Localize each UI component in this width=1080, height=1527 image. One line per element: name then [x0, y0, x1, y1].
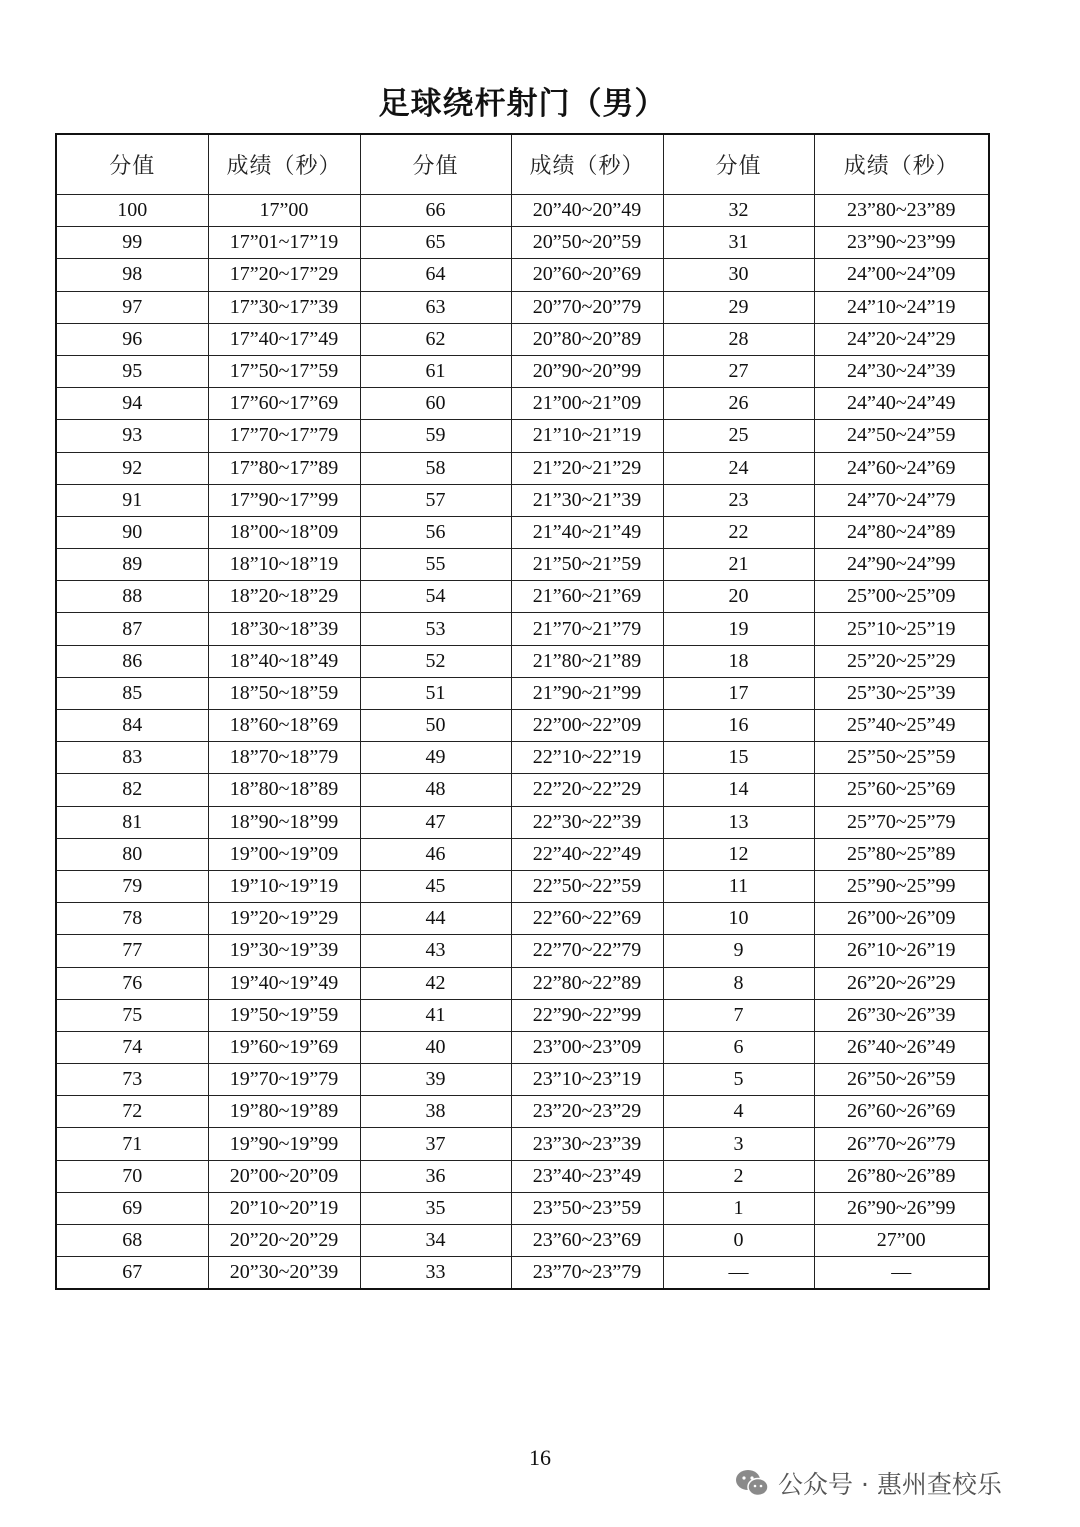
- table-row: [56, 291, 989, 323]
- time-cell: 25”10~25”19: [814, 613, 989, 645]
- time-cell: 22”80~22”89: [511, 967, 663, 999]
- score-cell: 38: [360, 1096, 511, 1128]
- time-cell: 21”70~21”79: [511, 613, 663, 645]
- score-cell: 79: [56, 870, 208, 902]
- score-cell: 10: [663, 903, 814, 935]
- score-cell: 3: [663, 1128, 814, 1160]
- score-cell: 83: [56, 742, 208, 774]
- score-table: [55, 133, 990, 1290]
- time-cell: 27”00: [814, 1225, 989, 1257]
- time-cell: 18”60~18”69: [208, 710, 360, 742]
- score-cell: —: [663, 1257, 814, 1290]
- time-cell: 18”80~18”89: [208, 774, 360, 806]
- time-cell: 21”50~21”59: [511, 549, 663, 581]
- score-cell: 7: [663, 999, 814, 1031]
- score-cell: 93: [56, 420, 208, 452]
- table-row: [56, 259, 989, 291]
- time-cell: 19”30~19”39: [208, 935, 360, 967]
- time-cell: 20”50~20”59: [511, 227, 663, 259]
- score-cell: 51: [360, 677, 511, 709]
- time-cell: 18”70~18”79: [208, 742, 360, 774]
- table-row: [56, 935, 989, 967]
- score-cell: 90: [56, 516, 208, 548]
- score-cell: 41: [360, 999, 511, 1031]
- time-cell: 20”80~20”89: [511, 323, 663, 355]
- time-cell: 25”80~25”89: [814, 838, 989, 870]
- time-cell: 18”40~18”49: [208, 645, 360, 677]
- header-time-3: 成绩（秒）: [814, 134, 989, 195]
- time-cell: 20”00~20”09: [208, 1160, 360, 1192]
- time-cell: 25”30~25”39: [814, 677, 989, 709]
- table-row: [56, 1031, 989, 1063]
- score-cell: 28: [663, 323, 814, 355]
- table-row: [56, 195, 989, 227]
- time-cell: 21”40~21”49: [511, 516, 663, 548]
- score-cell: 91: [56, 484, 208, 516]
- time-cell: 22”20~22”29: [511, 774, 663, 806]
- time-cell: 26”30~26”39: [814, 999, 989, 1031]
- table-body: [56, 195, 989, 1290]
- time-cell: 18”50~18”59: [208, 677, 360, 709]
- time-cell: 24”40~24”49: [814, 388, 989, 420]
- score-cell: 12: [663, 838, 814, 870]
- time-cell: 18”30~18”39: [208, 613, 360, 645]
- score-cell: 9: [663, 935, 814, 967]
- table-row: [56, 613, 989, 645]
- table-row: [56, 677, 989, 709]
- score-cell: 84: [56, 710, 208, 742]
- table-row: [56, 549, 989, 581]
- score-cell: 77: [56, 935, 208, 967]
- time-cell: 24”30~24”39: [814, 355, 989, 387]
- table-row: [56, 967, 989, 999]
- time-cell: 18”10~18”19: [208, 549, 360, 581]
- time-cell: 18”90~18”99: [208, 806, 360, 838]
- time-cell: 26”20~26”29: [814, 967, 989, 999]
- table-row: [56, 1128, 989, 1160]
- time-cell: 25”70~25”79: [814, 806, 989, 838]
- time-cell: 19”90~19”99: [208, 1128, 360, 1160]
- time-cell: 23”40~23”49: [511, 1160, 663, 1192]
- time-cell: 24”00~24”09: [814, 259, 989, 291]
- score-cell: 88: [56, 581, 208, 613]
- score-cell: 46: [360, 838, 511, 870]
- score-cell: 16: [663, 710, 814, 742]
- score-cell: 45: [360, 870, 511, 902]
- score-cell: 87: [56, 613, 208, 645]
- score-cell: 86: [56, 645, 208, 677]
- score-cell: 25: [663, 420, 814, 452]
- table-header-row: [56, 134, 989, 195]
- time-cell: 26”10~26”19: [814, 935, 989, 967]
- time-cell: —: [814, 1257, 989, 1290]
- time-cell: 22”90~22”99: [511, 999, 663, 1031]
- time-cell: 21”30~21”39: [511, 484, 663, 516]
- score-cell: 8: [663, 967, 814, 999]
- score-cell: 63: [360, 291, 511, 323]
- score-cell: 74: [56, 1031, 208, 1063]
- time-cell: 22”40~22”49: [511, 838, 663, 870]
- time-cell: 25”90~25”99: [814, 870, 989, 902]
- score-cell: 70: [56, 1160, 208, 1192]
- score-cell: 96: [56, 323, 208, 355]
- score-cell: 0: [663, 1225, 814, 1257]
- score-cell: 55: [360, 549, 511, 581]
- time-cell: 20”20~20”29: [208, 1225, 360, 1257]
- score-cell: 54: [360, 581, 511, 613]
- time-cell: 21”90~21”99: [511, 677, 663, 709]
- time-cell: 23”20~23”29: [511, 1096, 663, 1128]
- time-cell: 17”30~17”39: [208, 291, 360, 323]
- score-cell: 71: [56, 1128, 208, 1160]
- score-cell: 22: [663, 516, 814, 548]
- score-cell: 56: [360, 516, 511, 548]
- time-cell: 22”50~22”59: [511, 870, 663, 902]
- time-cell: 24”20~24”29: [814, 323, 989, 355]
- score-cell: 50: [360, 710, 511, 742]
- score-cell: 43: [360, 935, 511, 967]
- score-cell: 23: [663, 484, 814, 516]
- time-cell: 21”10~21”19: [511, 420, 663, 452]
- score-cell: 47: [360, 806, 511, 838]
- time-cell: 19”80~19”89: [208, 1096, 360, 1128]
- time-cell: 19”70~19”79: [208, 1064, 360, 1096]
- time-cell: 21”00~21”09: [511, 388, 663, 420]
- time-cell: 23”00~23”09: [511, 1031, 663, 1063]
- score-cell: 65: [360, 227, 511, 259]
- table-row: [56, 516, 989, 548]
- table-row: [56, 742, 989, 774]
- score-cell: 66: [360, 195, 511, 227]
- time-cell: 24”50~24”59: [814, 420, 989, 452]
- time-cell: 17”00: [208, 195, 360, 227]
- score-cell: 61: [360, 355, 511, 387]
- time-cell: 26”90~26”99: [814, 1192, 989, 1224]
- score-cell: 80: [56, 838, 208, 870]
- score-cell: 99: [56, 227, 208, 259]
- page-number: 16: [529, 1445, 551, 1470]
- score-cell: 62: [360, 323, 511, 355]
- score-cell: 98: [56, 259, 208, 291]
- time-cell: 25”00~25”09: [814, 581, 989, 613]
- wechat-icon: [734, 1468, 770, 1498]
- time-cell: 23”90~23”99: [814, 227, 989, 259]
- time-cell: 19”00~19”09: [208, 838, 360, 870]
- table-row: [56, 806, 989, 838]
- table-row: [56, 323, 989, 355]
- page-title: 足球绕杆射门（男）: [378, 86, 667, 122]
- time-cell: 19”10~19”19: [208, 870, 360, 902]
- time-cell: 26”60~26”69: [814, 1096, 989, 1128]
- score-cell: 37: [360, 1128, 511, 1160]
- table-row: [56, 355, 989, 387]
- table-row: [56, 484, 989, 516]
- table-row: [56, 227, 989, 259]
- watermark: [734, 1463, 1002, 1503]
- time-cell: 18”20~18”29: [208, 581, 360, 613]
- score-cell: 15: [663, 742, 814, 774]
- score-cell: 57: [360, 484, 511, 516]
- time-cell: 26”40~26”49: [814, 1031, 989, 1063]
- table-row: [56, 1064, 989, 1096]
- time-cell: 22”60~22”69: [511, 903, 663, 935]
- score-cell: 5: [663, 1064, 814, 1096]
- score-cell: 89: [56, 549, 208, 581]
- time-cell: 19”20~19”29: [208, 903, 360, 935]
- time-cell: 18”00~18”09: [208, 516, 360, 548]
- table-row: [56, 1257, 989, 1290]
- score-cell: 53: [360, 613, 511, 645]
- score-cell: 76: [56, 967, 208, 999]
- table-row: [56, 999, 989, 1031]
- time-cell: 23”30~23”39: [511, 1128, 663, 1160]
- header-time-1: 成绩（秒）: [208, 134, 360, 195]
- time-cell: 17”50~17”59: [208, 355, 360, 387]
- score-cell: 35: [360, 1192, 511, 1224]
- time-cell: 25”50~25”59: [814, 742, 989, 774]
- header-time-2: 成绩（秒）: [511, 134, 663, 195]
- time-cell: 26”00~26”09: [814, 903, 989, 935]
- time-cell: 20”10~20”19: [208, 1192, 360, 1224]
- score-cell: 42: [360, 967, 511, 999]
- time-cell: 23”10~23”19: [511, 1064, 663, 1096]
- table-row: [56, 388, 989, 420]
- score-cell: 34: [360, 1225, 511, 1257]
- score-cell: 19: [663, 613, 814, 645]
- time-cell: 25”40~25”49: [814, 710, 989, 742]
- time-cell: 22”00~22”09: [511, 710, 663, 742]
- score-cell: 69: [56, 1192, 208, 1224]
- score-cell: 11: [663, 870, 814, 902]
- time-cell: 22”10~22”19: [511, 742, 663, 774]
- time-cell: 20”60~20”69: [511, 259, 663, 291]
- score-cell: 48: [360, 774, 511, 806]
- header-score-1: 分值: [56, 134, 208, 195]
- table-row: [56, 1160, 989, 1192]
- score-cell: 14: [663, 774, 814, 806]
- header-score-3: 分值: [663, 134, 814, 195]
- score-cell: 2: [663, 1160, 814, 1192]
- score-cell: 60: [360, 388, 511, 420]
- time-cell: 21”60~21”69: [511, 581, 663, 613]
- table-row: [56, 774, 989, 806]
- score-cell: 4: [663, 1096, 814, 1128]
- time-cell: 20”70~20”79: [511, 291, 663, 323]
- time-cell: 24”90~24”99: [814, 549, 989, 581]
- score-cell: 39: [360, 1064, 511, 1096]
- time-cell: 17”01~17”19: [208, 227, 360, 259]
- time-cell: 20”90~20”99: [511, 355, 663, 387]
- score-cell: 21: [663, 549, 814, 581]
- score-cell: 26: [663, 388, 814, 420]
- score-cell: 1: [663, 1192, 814, 1224]
- score-cell: 33: [360, 1257, 511, 1290]
- time-cell: 26”80~26”89: [814, 1160, 989, 1192]
- score-cell: 64: [360, 259, 511, 291]
- time-cell: 26”70~26”79: [814, 1128, 989, 1160]
- time-cell: 24”60~24”69: [814, 452, 989, 484]
- time-cell: 17”40~17”49: [208, 323, 360, 355]
- score-cell: 40: [360, 1031, 511, 1063]
- score-cell: 73: [56, 1064, 208, 1096]
- table-row: [56, 1096, 989, 1128]
- score-cell: 18: [663, 645, 814, 677]
- time-cell: 24”80~24”89: [814, 516, 989, 548]
- score-cell: 30: [663, 259, 814, 291]
- time-cell: 17”60~17”69: [208, 388, 360, 420]
- score-cell: 20: [663, 581, 814, 613]
- time-cell: 20”40~20”49: [511, 195, 663, 227]
- time-cell: 25”60~25”69: [814, 774, 989, 806]
- time-cell: 23”50~23”59: [511, 1192, 663, 1224]
- time-cell: 20”30~20”39: [208, 1257, 360, 1290]
- time-cell: 23”80~23”89: [814, 195, 989, 227]
- table-row: [56, 1225, 989, 1257]
- score-cell: 31: [663, 227, 814, 259]
- score-cell: 72: [56, 1096, 208, 1128]
- time-cell: 21”20~21”29: [511, 452, 663, 484]
- time-cell: 23”60~23”69: [511, 1225, 663, 1257]
- score-cell: 17: [663, 677, 814, 709]
- score-cell: 68: [56, 1225, 208, 1257]
- table-row: [56, 903, 989, 935]
- score-cell: 6: [663, 1031, 814, 1063]
- table-row: [56, 645, 989, 677]
- score-cell: 95: [56, 355, 208, 387]
- score-cell: 24: [663, 452, 814, 484]
- time-cell: 17”90~17”99: [208, 484, 360, 516]
- header-score-2: 分值: [360, 134, 511, 195]
- time-cell: 19”50~19”59: [208, 999, 360, 1031]
- time-cell: 22”30~22”39: [511, 806, 663, 838]
- score-cell: 85: [56, 677, 208, 709]
- time-cell: 22”70~22”79: [511, 935, 663, 967]
- score-cell: 78: [56, 903, 208, 935]
- time-cell: 19”40~19”49: [208, 967, 360, 999]
- time-cell: 19”60~19”69: [208, 1031, 360, 1063]
- score-cell: 13: [663, 806, 814, 838]
- score-cell: 97: [56, 291, 208, 323]
- time-cell: 26”50~26”59: [814, 1064, 989, 1096]
- score-cell: 49: [360, 742, 511, 774]
- score-cell: 52: [360, 645, 511, 677]
- score-cell: 36: [360, 1160, 511, 1192]
- time-cell: 23”70~23”79: [511, 1257, 663, 1290]
- time-cell: 24”10~24”19: [814, 291, 989, 323]
- score-cell: 29: [663, 291, 814, 323]
- time-cell: 17”70~17”79: [208, 420, 360, 452]
- time-cell: 24”70~24”79: [814, 484, 989, 516]
- score-cell: 67: [56, 1257, 208, 1290]
- table-row: [56, 838, 989, 870]
- table-row: [56, 1192, 989, 1224]
- time-cell: 17”80~17”89: [208, 452, 360, 484]
- time-cell: 25”20~25”29: [814, 645, 989, 677]
- table-row: [56, 870, 989, 902]
- score-cell: 59: [360, 420, 511, 452]
- time-cell: 21”80~21”89: [511, 645, 663, 677]
- score-cell: 92: [56, 452, 208, 484]
- score-cell: 44: [360, 903, 511, 935]
- score-cell: 82: [56, 774, 208, 806]
- score-cell: 32: [663, 195, 814, 227]
- score-cell: 81: [56, 806, 208, 838]
- table-row: [56, 710, 989, 742]
- table-row: [56, 452, 989, 484]
- score-cell: 27: [663, 355, 814, 387]
- score-cell: 100: [56, 195, 208, 227]
- score-cell: 58: [360, 452, 511, 484]
- score-cell: 94: [56, 388, 208, 420]
- time-cell: 17”20~17”29: [208, 259, 360, 291]
- table-row: [56, 581, 989, 613]
- table-row: [56, 420, 989, 452]
- score-cell: 75: [56, 999, 208, 1031]
- watermark-text: 公众号 · 惠州查校乐: [778, 1470, 1002, 1499]
